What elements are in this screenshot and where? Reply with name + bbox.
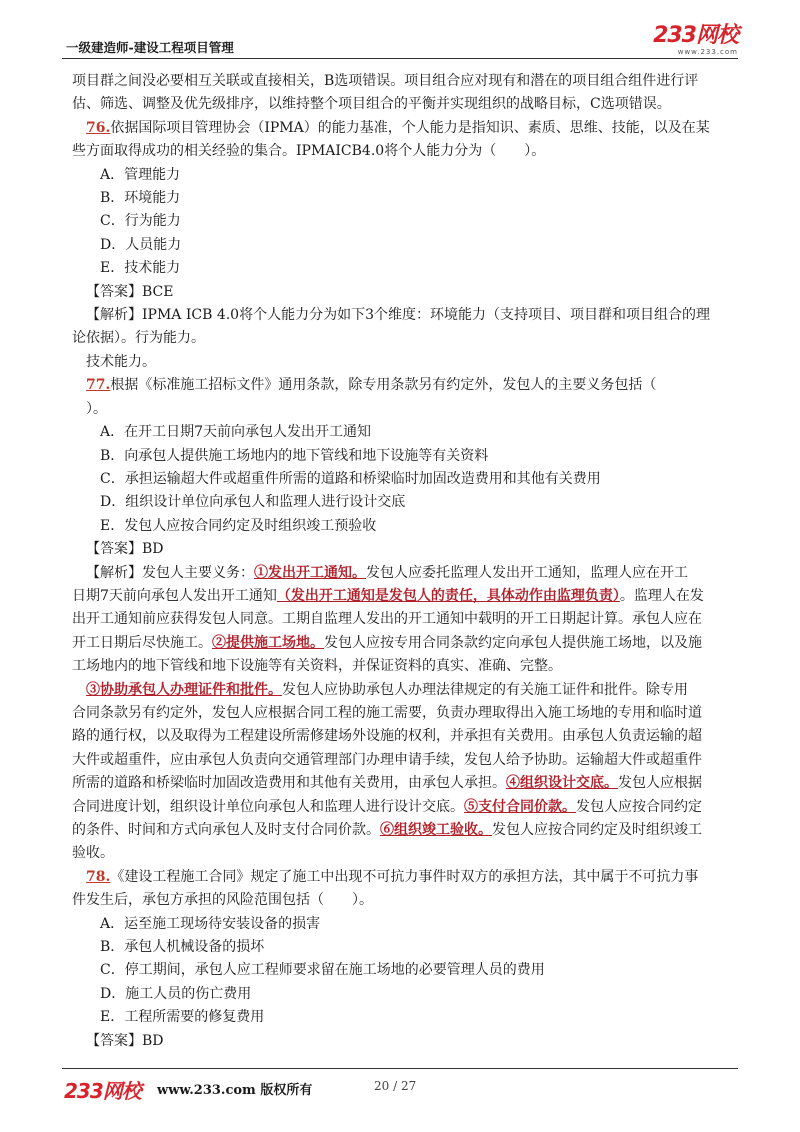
text-run: D．人员能力	[100, 236, 182, 253]
question-number: 78.	[86, 868, 111, 885]
text-run: 件发生后，承包方承担的风险范围包括（ ）。	[72, 892, 373, 909]
text-run: 合同条款另有约定外，发包人应根据合同工程的施工需要，负责办理取得出入施工场地的专用和临时道	[72, 704, 702, 721]
text-run: 的条件、时间和方式向承包人及时支付合同价款。	[72, 822, 380, 838]
text-run: E．工程所需要的修复费用	[100, 1009, 265, 1026]
text-line	[72, 70, 740, 93]
text-run: 出开工通知前应获得发包人同意。工期自监理人发出的开工通知中载明的开工日期起计算。承包人应在	[72, 611, 702, 628]
text-line	[72, 234, 740, 257]
text-run: 【答案】BCE	[86, 283, 174, 300]
text-run: E．技术能力	[100, 260, 181, 277]
text-run: B．向承包人提供施工场地内的地下管线和地下设施等有关资料	[100, 447, 489, 464]
brand-logo-url: www.233.com	[677, 48, 738, 56]
text-run: 些方面取得成功的相关经验的集合。IPMAICB4.0将个人能力分为（ ）。	[72, 143, 546, 160]
text-run: 【答案】BD	[86, 541, 164, 558]
text-line	[72, 983, 740, 1006]
text-line	[72, 351, 740, 374]
page-header	[62, 23, 738, 59]
text-run: D．组织设计单位向承包人和监理人进行设计交底	[100, 494, 406, 511]
text-run: C．承担运输超大件或超重件所需的道路和桥梁临时加固改造费用和其他有关费用	[100, 470, 601, 487]
text-run: 《建设工程施工合同》规定了施工中出现不可抗力事件时双方的承担方法，其中属于不可抗力事	[110, 868, 699, 885]
text-run: E．发包人应按合同约定及时组织竣工预验收	[100, 517, 377, 534]
page-number: 20 / 27	[374, 1079, 417, 1093]
text-run: 根据《标准施工招标文件》通用条款，除专用条款另有约定外，发包人的主要义务包括（	[110, 377, 657, 394]
text-line	[72, 632, 740, 655]
highlight-text: ④组织设计交底。	[506, 775, 618, 792]
text-line	[72, 398, 740, 421]
text-line	[72, 491, 740, 514]
text-line	[72, 889, 740, 912]
brand-logo	[653, 24, 738, 56]
text-run: A．管理能力	[100, 166, 181, 183]
text-run: 发包人应根据	[618, 775, 702, 792]
text-line	[72, 1030, 740, 1053]
text-line	[72, 679, 740, 702]
text-line	[72, 93, 740, 116]
footer-logo: 233网校	[64, 1079, 141, 1103]
text-line	[72, 959, 740, 982]
text-run: 路的通行权，以及取得为工程建设所需修建场外设施的权利，并承担有关费用。由承包人负责运输的超	[72, 728, 702, 745]
highlight-text: ②提供施工场地。	[212, 634, 324, 651]
highlight-text: ⑤支付合同价款。	[464, 798, 576, 815]
text-line	[72, 257, 740, 280]
text-line	[72, 913, 740, 936]
text-line	[72, 702, 740, 725]
text-line	[72, 866, 740, 889]
text-run: 【解析】IPMA ICB 4.0将个人能力分为如下3个维度：环境能力（支持项目、项目群和项目组合的理	[86, 307, 710, 324]
question-number: 77.	[86, 377, 111, 394]
text-line	[72, 421, 740, 444]
text-run: 工场地内的地下管线和地下设施等有关资料，并保证资料的真实、准确、完整。	[72, 658, 562, 675]
text-run: 技术能力。	[86, 353, 156, 370]
text-run: 估、筛选、调整及优先级排序，以维持整个项目组合的平衡并实现组织的战略目标，C选项错误。	[72, 96, 671, 113]
text-line	[72, 538, 740, 561]
text-run: 项目群之间没必要相互关联或直接相关，B选项错误。项目组合应对现有和潜在的项目组合组件进行评	[72, 73, 699, 89]
text-run: C．行为能力	[100, 213, 181, 230]
question-number: 76.	[86, 119, 111, 136]
text-run: 合同进度计划，组织设计单位向承包人和监理人进行设计交底。	[72, 798, 464, 815]
text-run: 【解析】发包人主要义务：	[86, 564, 254, 581]
text-run: 发包人应按合同约定	[576, 798, 702, 815]
text-line	[72, 562, 740, 585]
text-line	[72, 210, 740, 233]
highlight-text: （发出开工通知是发包人的责任，具体动作由监理负责）	[276, 587, 620, 604]
text-line	[72, 281, 740, 304]
text-run: 开工日期后尽快施工。	[72, 634, 212, 651]
text-line	[72, 749, 740, 772]
text-line	[72, 515, 740, 538]
text-run: 发包人应协助承包人办理法律规定的有关施工证件和批件。除专用	[282, 681, 688, 698]
text-line	[72, 445, 740, 468]
text-line	[72, 819, 740, 842]
text-line	[72, 304, 740, 327]
text-line	[72, 164, 740, 187]
text-line	[72, 140, 740, 163]
text-run: C．停工期间，承包人应工程师要求留在施工场地的必要管理人员的费用	[100, 962, 545, 979]
text-run: A．运至施工现场待安装设备的损害	[100, 915, 321, 932]
text-line	[72, 327, 740, 350]
text-run: A．在开工日期7天前向承包人发出开工通知	[100, 424, 372, 441]
text-line	[72, 772, 740, 795]
text-run: D．施工人员的伤亡费用	[100, 985, 252, 1002]
text-run: 验收。	[72, 845, 114, 862]
text-run: 论依据）。行为能力。	[72, 330, 205, 347]
text-line	[72, 725, 740, 748]
header-title: 一级建造师-建设工程项目管理	[66, 40, 234, 55]
text-line	[72, 585, 740, 608]
document-body	[72, 70, 740, 1053]
text-line	[72, 796, 740, 819]
text-run: 【答案】BD	[86, 1032, 164, 1049]
text-run: 依据国际项目管理协会（IPMA）的能力基准，个人能力是指知识、素质、思维、技能，以及在某	[110, 119, 710, 136]
text-line	[72, 1006, 740, 1029]
text-line	[72, 117, 740, 140]
highlight-text: ①发出开工通知。	[254, 564, 366, 581]
text-line	[72, 655, 740, 678]
text-line	[72, 468, 740, 491]
text-run: 大件或超重件，应由承包人负责向交通管理部门办理申请手续，发包人给予协助。运输超大件或超重件	[72, 751, 702, 768]
text-run: B．承包人机械设备的损坏	[100, 939, 265, 956]
highlight-text: ③协助承包人办理证件和批件。	[86, 681, 282, 698]
text-line	[72, 936, 740, 959]
text-run: 发包人应按合同约定及时组织竣工	[492, 822, 702, 838]
text-run: 。监理人在发	[619, 587, 704, 604]
text-run: 日期7天前向承包人发出开工通知	[72, 587, 277, 604]
text-run: 发包人应按专用合同条款约定向承包人提供施工场地，以及施	[324, 634, 702, 651]
text-line	[72, 374, 740, 397]
footer-copyright: www.233.com 版权所有	[157, 1083, 313, 1098]
text-run: ）。	[86, 400, 107, 417]
brand-logo-text: 233网校	[653, 23, 738, 48]
text-run: 发包人应委托监理人发出开工通知，监理人应在开工	[366, 564, 688, 581]
text-line	[72, 608, 740, 631]
page-footer	[62, 1068, 738, 1109]
highlight-text: ⑥组织竣工验收。	[380, 822, 492, 838]
text-line	[72, 187, 740, 210]
text-run: B．环境能力	[100, 190, 181, 207]
text-run: 所需的道路和桥梁临时加固改造费用和其他有关费用，由承包人承担。	[72, 775, 506, 792]
text-line	[72, 842, 740, 865]
